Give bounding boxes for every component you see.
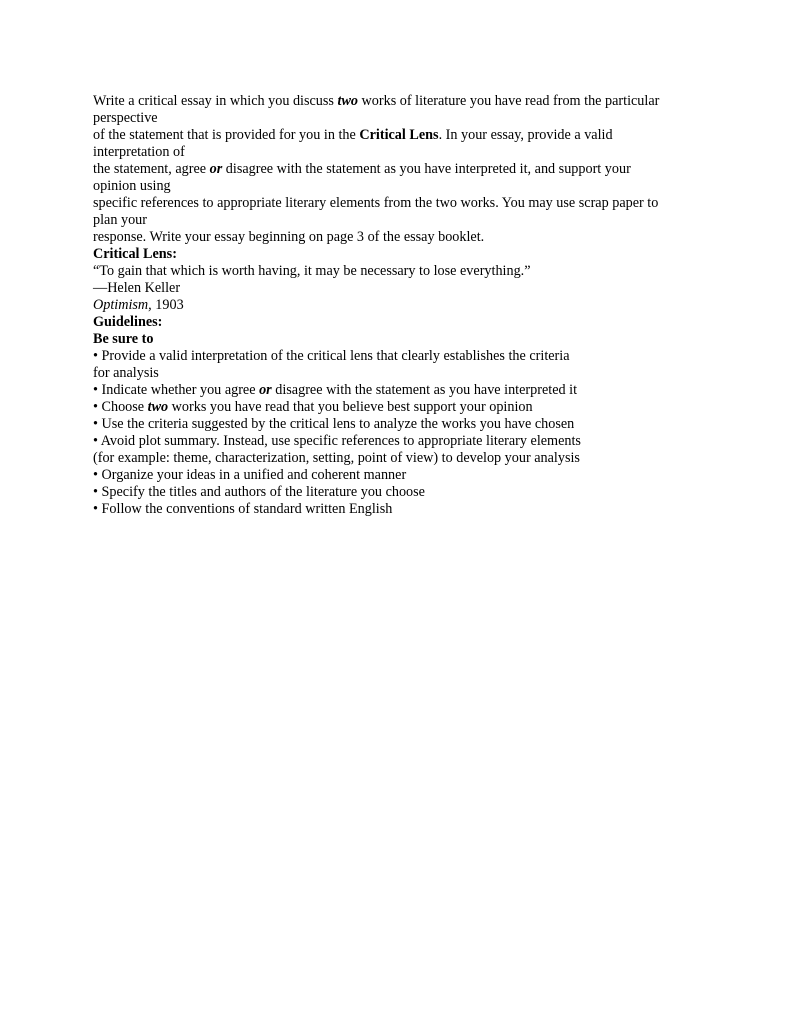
guideline-item: • Specify the titles and authors of the literature you choose [93,484,425,500]
instructions-line: specific references to appropriate literary elements from the two works. You may use scrap paper to [93,195,659,211]
quote-source [93,297,703,314]
guideline-item: • Follow the conventions of standard written English [93,501,393,517]
instructions-line: interpretation of [93,144,185,160]
emphasis-two: two [147,399,169,415]
source-title: Optimism, [93,297,152,313]
instructions-line: opinion using [93,178,171,194]
guideline-item-continued: (for example: theme, characterization, setting, point of view) to develop your analysis [93,450,580,466]
instructions-line: perspective [93,110,158,126]
emphasis-or: or [259,382,272,398]
guideline-item: • Avoid plot summary. Instead, use specific references to appropriate literary elements [93,433,581,449]
instructions-line: Write a critical essay in which you discuss two works of literature you have read from the particular [93,93,660,109]
emphasis-or: or [209,161,223,177]
guidelines-section [93,314,703,518]
guideline-item: • Provide a valid interpretation of the critical lens that clearly establishes the criteria [93,348,570,364]
emphasis-two: two [337,93,358,109]
guideline-item: • Indicate whether you agree or disagree with the statement as you have interpreted it [93,382,578,398]
instructions-line: response. Write your essay beginning on page 3 of the essay booklet. [93,229,485,245]
guideline-item: • Choose two works you have read that you believe best support your opinion [93,399,533,415]
guideline-item-continued: for analysis [93,365,159,381]
critical-lens-heading: Critical Lens: [93,246,177,262]
critical-lens-section [93,246,703,314]
critical-lens-reference: Critical Lens [359,127,439,143]
source-year: 1903 [151,297,184,313]
guideline-item: • Organize your ideas in a unified and coherent manner [93,467,407,483]
guidelines-heading: Guidelines: [93,314,163,330]
quote-author: —Helen Keller [93,280,181,296]
guideline-item: • Use the criteria suggested by the critical lens to analyze the works you have chosen [93,416,575,432]
instructions-line: of the statement that is provided for you in the Critical Lens. In your essay, provide a valid [93,127,613,143]
instructions-paragraph [93,93,703,246]
instructions-line: the statement, agree or disagree with the statement as you have interpreted it, and support your [93,161,631,177]
guidelines-subheading: Be sure to [93,331,154,347]
critical-lens-quote: “To gain that which is worth having, it may be necessary to lose everything.” [93,263,531,279]
document-page [93,93,703,518]
instructions-line: plan your [93,212,147,228]
